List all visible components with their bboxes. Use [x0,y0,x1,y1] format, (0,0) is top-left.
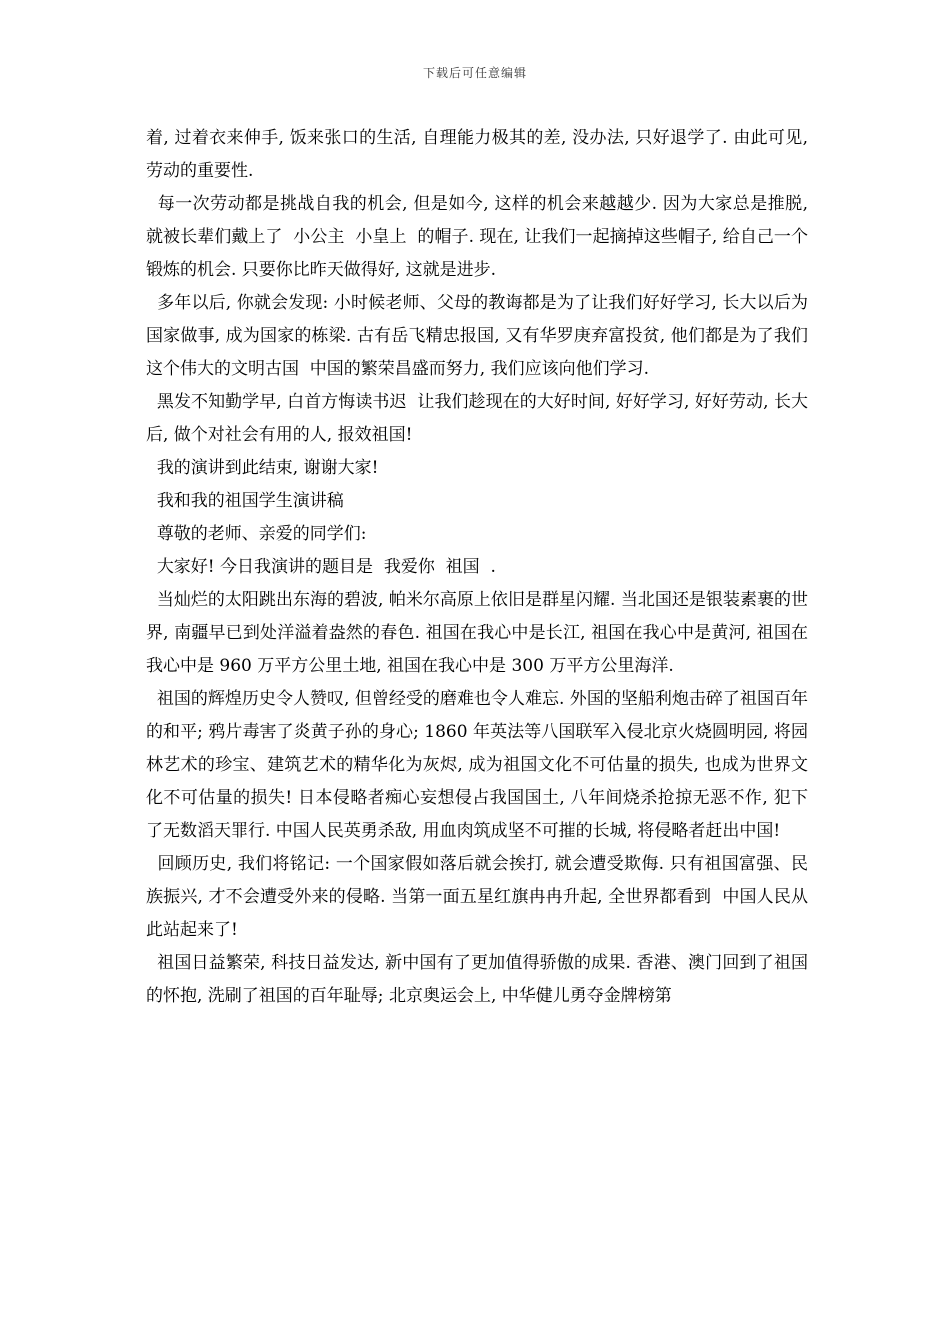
paragraph-9: 当灿烂的太阳跳出东海的碧波, 帕米尔高原上依旧是群星闪耀. 当北国还是银装素裹的世界, 南疆早已到处洋溢着盎然的春色. 祖国在我心中是长江, 祖国在我心中是黄河, 祖国在我心中是 960 万平方公里土地, 祖国在我心中是 300 万平方公里海洋. [146,590,808,676]
paragraph-5: 我的演讲到此结束, 谢谢大家! [146,458,379,478]
paragraph-4: 黑发不知勤学早, 白首方悔读书迟 让我们趁现在的大好时间, 好好学习, 好好劳动, 长大后, 做个对社会有用的人, 报效祖国! [146,392,808,445]
salutation: 尊敬的老师、亲爱的同学们: [146,524,367,544]
paragraph-3: 多年以后, 你就会发现: 小时候老师、父母的教诲都是为了让我们好好学习, 长大以后为国家做事, 成为国家的栋梁. 古有岳飞精忠报国, 又有华罗庚弃富投贫, 他们都是为了我们这个伟大的文明古国 中国的繁荣昌盛而努力, 我们应该向他们学习. [146,293,809,379]
paragraph-10: 祖国的辉煌历史令人赞叹, 但曾经受的磨难也令人难忘. 外国的坚船利炮击碎了祖国百年的和平; 鸦片毒害了炎黄子孙的身心; 1860 年英法等八国联军入侵北京火烧圆明园, 将园林艺术的珍宝、建筑艺术的精华化为灰烬, 成为祖国文化不可估量的损失, 也成为世界文化不可估量的损失! 日本侵略者痴心妄想侵占我国国土, 八年间烧杀抢掠无恶不作, 犯下了无数滔天罪行. 中国人民英勇杀敌, 用血肉筑成坚不可摧的长城, 将侵略者赶出中国! [146,689,808,841]
greeting: 大家好! 今日我演讲的题目是 我爱你 祖国 . [146,557,496,577]
paragraph-1: 着, 过着衣来伸手, 饭来张口的生活, 自理能力极其的差, 没办法, 只好退学了. 由此可见, 劳动的重要性. [146,128,814,181]
paragraph-2: 每一次劳动都是挑战自我的机会, 但是如今, 这样的机会来越越少. 因为大家总是推脱, 就被长辈们戴上了 小公主 小皇上 的帽子. 现在, 让我们一起摘掉这些帽子, 给自己一个锻炼的机会. 只要你比昨天做得好, 这就是进步. [146,194,814,280]
paragraph-12: 祖国日益繁荣, 科技日益发达, 新中国有了更加值得骄傲的成果. 香港、澳门回到了祖国的怀抱, 洗刷了祖国的百年耻辱; 北京奥运会上, 中华健儿勇夺金牌榜第 [146,953,809,1006]
paragraph-11: 回顾历史, 我们将铭记: 一个国家假如落后就会挨打, 就会遭受欺侮. 只有祖国富强、民族振兴, 才不会遭受外来的侵略. 当第一面五星红旗冉冉升起, 全世界都看到 中国人民从此站起来了! [146,854,808,940]
speech-title: 我和我的祖国学生演讲稿 [146,491,344,511]
document-body [146,122,814,1013]
page-header: 下载后可任意编辑 [422,66,527,80]
